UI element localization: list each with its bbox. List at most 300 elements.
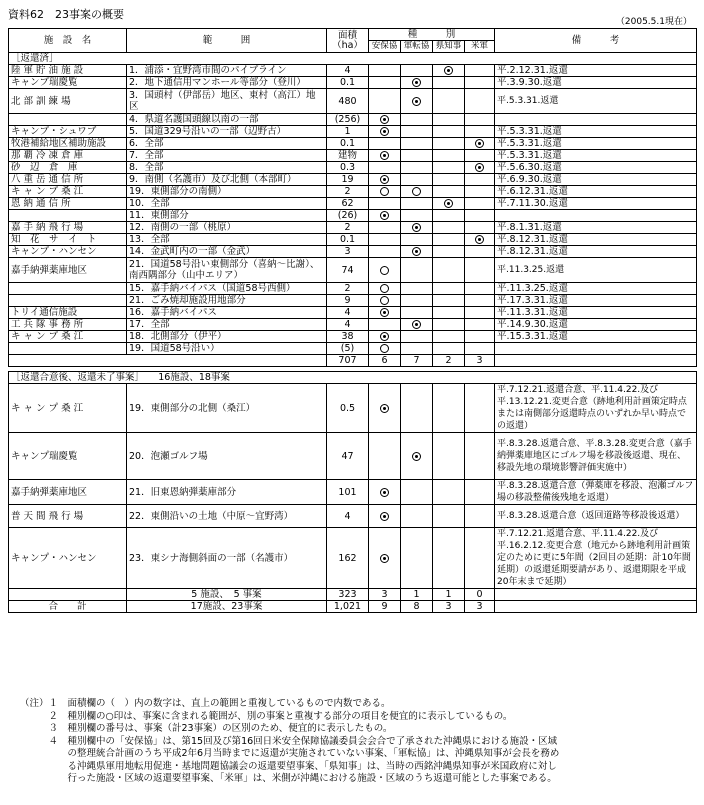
category-cell-4 [465, 174, 495, 186]
category-cell-1 [369, 89, 401, 114]
table-row [9, 89, 697, 114]
filled-circle-mark [380, 404, 389, 413]
facility-name: キャンプ瑞慶覧 [9, 433, 127, 480]
range-text: 19．国道58号沿い） [127, 343, 327, 355]
pending-total-remarks [495, 589, 697, 601]
area-value: 38 [327, 331, 369, 343]
open-circle-mark [380, 344, 389, 353]
range-text: 21．ごみ焼却施設用地部分 [127, 295, 327, 307]
category-cell-3 [433, 65, 465, 77]
note-line: ２ 種別欄の○印は、事案に含まれる範囲が、別の事案と重複する部分の項目を便宜的に表示しているもの。 [20, 710, 513, 722]
area-value: 9 [327, 295, 369, 307]
grand-total-c4: 3 [465, 601, 495, 613]
category-cell-3 [433, 384, 465, 433]
category-cell-3 [433, 77, 465, 89]
range-text: 4．県道名護国頭線以南の一部 [127, 114, 327, 126]
category-cell-2 [401, 77, 433, 89]
category-cell-2 [401, 234, 433, 246]
filled-circle-mark [380, 127, 389, 136]
open-circle-mark [380, 296, 389, 305]
category-cell-3 [433, 174, 465, 186]
range-text: 17．全部 [127, 319, 327, 331]
range-text: 6．全部 [127, 138, 327, 150]
filled-circle-mark [412, 223, 421, 232]
area-value: 2 [327, 283, 369, 295]
category-cell-1 [369, 331, 401, 343]
remarks-text: 平.5.6.30.返還 [495, 162, 697, 174]
range-text: 23．東シナ海側斜面の一部（名護市） [127, 528, 327, 589]
category-cell-2 [401, 186, 433, 198]
remarks-text: 平.7.12.21.返還合意、平.11.4.22.及び平.16.2.12.変更合意（地元から跡地利用計画策定のために更に5年間（2回目の延期：計10年間延期）の返還延期要請があり、返還期限を平成20年末まで延期） [495, 528, 697, 589]
category-cell-2 [401, 319, 433, 331]
remarks-text: 平.15.3.31.返還 [495, 331, 697, 343]
remarks-text [495, 343, 697, 355]
category-cell-1 [369, 528, 401, 589]
table-row [9, 343, 697, 355]
category-cell-4 [465, 319, 495, 331]
filled-circle-mark [412, 452, 421, 461]
area-value: 19 [327, 174, 369, 186]
remarks-text: 平.5.3.31.返還 [495, 89, 697, 114]
facility-name: 那 覇 冷 凍 倉 庫 [9, 150, 127, 162]
range-text: 21．旧東恩納弾薬庫部分 [127, 480, 327, 505]
remarks-text: 平.7.12.21.返還合意、平.11.4.22.及び平.13.12.21.変更合意（跡地利用計画策定時点または南側部分返還時点のいずれか早い時点での返還） [495, 384, 697, 433]
range-text: 20．泡瀬ゴルフ場 [127, 433, 327, 480]
range-text: 14．金武町内の一部（金武） [127, 246, 327, 258]
facility-name [9, 283, 127, 295]
category-cell-3 [433, 198, 465, 210]
category-cell-4 [465, 384, 495, 433]
filled-circle-mark [380, 332, 389, 341]
category-cell-2 [401, 528, 433, 589]
grand-total-c1: 9 [369, 601, 401, 613]
category-cell-3 [433, 528, 465, 589]
table-row [9, 246, 697, 258]
area-value: 74 [327, 258, 369, 283]
remarks-text: 平.8.3.28.返還合意、平.8.3.28.変更合意（嘉手納弾薬庫地区にゴルフ場を移設後返還、現在、移設先地の環境影響評価実施中） [495, 433, 697, 480]
category-cell-1 [369, 186, 401, 198]
category-cell-1 [369, 138, 401, 150]
filled-circle-mark [412, 247, 421, 256]
category-cell-2 [401, 65, 433, 77]
category-cell-3 [433, 138, 465, 150]
remarks-text: 平.2.12.31.返還 [495, 65, 697, 77]
category-cell-4 [465, 295, 495, 307]
filled-circle-mark [380, 308, 389, 317]
filled-circle-mark [475, 163, 484, 172]
facility-name: 嘉手納弾薬庫地区 [9, 258, 127, 283]
category-cell-2 [401, 295, 433, 307]
remarks-text: 平.5.3.31.返還 [495, 126, 697, 138]
facility-name: トリイ通信施設 [9, 307, 127, 319]
facility-name: 砂 辺 倉 庫 [9, 162, 127, 174]
remarks-text: 平.6.12.31.返還 [495, 186, 697, 198]
facility-name: 陸 軍 貯 油 施 設 [9, 65, 127, 77]
category-cell-4 [465, 210, 495, 222]
category-cell-4 [465, 258, 495, 283]
category-cell-3 [433, 246, 465, 258]
category-cell-2 [401, 246, 433, 258]
open-circle-mark [412, 187, 421, 196]
area-value: 2 [327, 222, 369, 234]
filled-circle-mark [475, 235, 484, 244]
table-row [9, 210, 697, 222]
category-cell-1 [369, 222, 401, 234]
remarks-text: 平.11.3.25.返還 [495, 283, 697, 295]
remarks-text: 平.17.3.31.返還 [495, 295, 697, 307]
filled-circle-mark [412, 320, 421, 329]
category-cell-1 [369, 246, 401, 258]
category-cell-4 [465, 331, 495, 343]
category-cell-4 [465, 307, 495, 319]
facility-name: キ ャ ン プ 桑 江 [9, 186, 127, 198]
area-value: 建物 [327, 150, 369, 162]
remarks-text: 平.8.1.31.返還 [495, 222, 697, 234]
area-value: 0.1 [327, 77, 369, 89]
category-cell-1 [369, 234, 401, 246]
section-returned: ［返還済］ [9, 53, 697, 65]
area-value: (256) [327, 114, 369, 126]
grand-total-area: 1,021 [327, 601, 369, 613]
facility-name [9, 210, 127, 222]
category-cell-4 [465, 528, 495, 589]
category-cell-3 [433, 234, 465, 246]
note-line: 行った施設・区域の返還要望事案、「米軍」は、米側が沖縄における施設・区域のうち返還可能とした事案である。 [20, 773, 557, 784]
col-c4: 米軍 [465, 41, 495, 53]
table-row [9, 283, 697, 295]
category-cell-2 [401, 331, 433, 343]
area-value: 0.3 [327, 162, 369, 174]
footnotes [20, 698, 690, 786]
cases-table [8, 28, 697, 613]
remarks-text: 平.8.12.31.返還 [495, 246, 697, 258]
category-cell-3 [433, 343, 465, 355]
range-text: 9．南側（名護市）及び北側（本部町） [127, 174, 327, 186]
table-row [9, 258, 697, 283]
category-cell-1 [369, 505, 401, 528]
table-row [9, 126, 697, 138]
col-category: 種 別 [369, 29, 495, 41]
range-text: 3．国頭村（伊部岳）地区、東村（高江）地区 [127, 89, 327, 114]
category-cell-4 [465, 162, 495, 174]
range-text: 15．嘉手納バイパス（国道58号西側） [127, 283, 327, 295]
category-cell-4 [465, 77, 495, 89]
category-cell-2 [401, 162, 433, 174]
table-row [9, 186, 697, 198]
grand-total-remarks [495, 601, 697, 613]
open-circle-mark [380, 284, 389, 293]
returned-total-remarks [495, 355, 697, 367]
category-cell-2 [401, 138, 433, 150]
range-text: 13．全部 [127, 234, 327, 246]
col-c3: 県知事 [433, 41, 465, 53]
category-cell-2 [401, 283, 433, 295]
facility-name [9, 343, 127, 355]
category-cell-2 [401, 126, 433, 138]
category-cell-4 [465, 343, 495, 355]
col-area: 面積 （ha） [327, 29, 369, 53]
category-cell-2 [401, 433, 433, 480]
category-cell-3 [433, 480, 465, 505]
category-cell-3 [433, 210, 465, 222]
facility-name: キャンプ・ハンセン [9, 528, 127, 589]
category-cell-1 [369, 77, 401, 89]
table-row [9, 331, 697, 343]
range-text: 19．東側部分の南側） [127, 186, 327, 198]
section-pending: ［返還合意後、返還未了事案］ 16施設、18事案 [9, 372, 697, 384]
filled-circle-mark [380, 488, 389, 497]
category-cell-4 [465, 126, 495, 138]
facility-name: キャンプ・シュワブ [9, 126, 127, 138]
category-cell-1 [369, 480, 401, 505]
category-cell-4 [465, 89, 495, 114]
category-cell-4 [465, 246, 495, 258]
pending-total-c3: 1 [433, 589, 465, 601]
remarks-text: 平.7.11.30.返還 [495, 198, 697, 210]
category-cell-2 [401, 222, 433, 234]
range-text: 11．東側部分 [127, 210, 327, 222]
category-cell-4 [465, 65, 495, 77]
filled-circle-mark [380, 554, 389, 563]
category-cell-1 [369, 210, 401, 222]
category-cell-3 [433, 186, 465, 198]
remarks-text: 平.11.3.31.返還 [495, 307, 697, 319]
category-cell-4 [465, 433, 495, 480]
table-row [9, 384, 697, 433]
as-of-date: （2005.5.1現在） [615, 17, 692, 27]
category-cell-4 [465, 186, 495, 198]
remarks-text: 平.3.9.30.返還 [495, 77, 697, 89]
range-text: 22．東側沿いの土地（中原～宜野湾） [127, 505, 327, 528]
category-cell-2 [401, 343, 433, 355]
filled-circle-mark [444, 66, 453, 75]
category-cell-1 [369, 384, 401, 433]
category-cell-2 [401, 198, 433, 210]
category-cell-4 [465, 234, 495, 246]
grand-total-c2: 8 [401, 601, 433, 613]
filled-circle-mark [412, 78, 421, 87]
table-row [9, 162, 697, 174]
area-value: 4 [327, 319, 369, 331]
category-cell-4 [465, 138, 495, 150]
area-value: 0.1 [327, 234, 369, 246]
filled-circle-mark [380, 115, 389, 124]
returned-total-c4: 3 [465, 355, 495, 367]
facility-name: 北 部 訓 練 場 [9, 89, 127, 114]
grand-total-row [9, 601, 697, 613]
remarks-text: 平.6.9.30.返還 [495, 174, 697, 186]
range-text: 10．全部 [127, 198, 327, 210]
table-row [9, 198, 697, 210]
open-circle-mark [380, 187, 389, 196]
category-cell-1 [369, 65, 401, 77]
grand-total-c3: 3 [433, 601, 465, 613]
facility-name: 牧港補給地区補助施設 [9, 138, 127, 150]
category-cell-2 [401, 505, 433, 528]
facility-name: 嘉手納弾薬庫地区 [9, 480, 127, 505]
table-row [9, 114, 697, 126]
range-text: 7．全部 [127, 150, 327, 162]
facility-name: 知 花 サ イ ト [9, 234, 127, 246]
grand-total-count: 17施設、23事案 [127, 601, 327, 613]
category-cell-4 [465, 480, 495, 505]
pending-total-row [9, 589, 697, 601]
category-cell-2 [401, 480, 433, 505]
category-cell-4 [465, 222, 495, 234]
area-value: 101 [327, 480, 369, 505]
category-cell-3 [433, 319, 465, 331]
category-cell-4 [465, 198, 495, 210]
facility-name: 普 天 間 飛 行 場 [9, 505, 127, 528]
pending-total-empty [9, 589, 127, 601]
note-line: （注）１ 面積欄の（ ）内の数字は、直上の範囲と重複しているもので内数である。 [20, 698, 391, 709]
col-remarks: 備 考 [495, 29, 697, 53]
category-cell-1 [369, 150, 401, 162]
table-row [9, 150, 697, 162]
category-cell-3 [433, 150, 465, 162]
filled-circle-mark [475, 139, 484, 148]
area-value: 2 [327, 186, 369, 198]
pending-total-label: 5 施設、 5 事案 [127, 589, 327, 601]
remarks-text: 平.8.3.28.返還合意（弾薬庫を移設、泡瀬ゴルフ場の移設整備後残地を返還） [495, 480, 697, 505]
returned-total-area: 707 [327, 355, 369, 367]
remarks-text: 平.5.3.31.返還 [495, 138, 697, 150]
category-cell-4 [465, 150, 495, 162]
category-cell-4 [465, 505, 495, 528]
category-cell-1 [369, 319, 401, 331]
category-cell-3 [433, 433, 465, 480]
table-row [9, 222, 697, 234]
facility-name: 恩 納 通 信 所 [9, 198, 127, 210]
table-row [9, 77, 697, 89]
table-row [9, 234, 697, 246]
area-value: (5) [327, 343, 369, 355]
grand-total-label: 合 計 [9, 601, 127, 613]
category-cell-3 [433, 89, 465, 114]
facility-name: キャンプ・ハンセン [9, 246, 127, 258]
area-value: (26) [327, 210, 369, 222]
remarks-text: 平.8.3.28.返還合意（返回道路等移設後返還） [495, 505, 697, 528]
facility-name [9, 114, 127, 126]
category-cell-1 [369, 258, 401, 283]
note-line: る沖縄県軍用地転用促進・基地問題協議会の返還要望事案、「県知事」は、当時の西銘沖縄県知事が米国政府に対し [20, 760, 557, 772]
category-cell-2 [401, 89, 433, 114]
col-c2: 軍転協 [401, 41, 433, 53]
col-c1: 安保協 [369, 41, 401, 53]
note-line: の整理統合計画のうち平成2年6月当時までに返還が実施されていない事案、「軍転協」は、沖縄県知事が会長を務め [20, 748, 560, 759]
range-text: 12．南側の一部（桃原） [127, 222, 327, 234]
area-value: 3 [327, 246, 369, 258]
remarks-text: 平.14.9.30.返還 [495, 319, 697, 331]
facility-name: 工 兵 隊 事 務 所 [9, 319, 127, 331]
filled-circle-mark [380, 512, 389, 521]
category-cell-3 [433, 505, 465, 528]
category-cell-1 [369, 162, 401, 174]
category-cell-3 [433, 258, 465, 283]
area-value: 4 [327, 307, 369, 319]
area-value: 162 [327, 528, 369, 589]
remarks-text: 平.8.12.31.返還 [495, 234, 697, 246]
range-text: 1．浦添・宜野湾市間のパイプライン [127, 65, 327, 77]
category-cell-2 [401, 210, 433, 222]
category-cell-3 [433, 222, 465, 234]
category-cell-2 [401, 384, 433, 433]
category-cell-1 [369, 283, 401, 295]
category-cell-2 [401, 114, 433, 126]
remarks-text [495, 210, 697, 222]
filled-circle-mark [380, 151, 389, 160]
returned-total-c2: 7 [401, 355, 433, 367]
facility-name: キ ャ ン プ 桑 江 [9, 384, 127, 433]
category-cell-3 [433, 162, 465, 174]
filled-circle-mark [380, 175, 389, 184]
area-value: 0.1 [327, 138, 369, 150]
remarks-text: 平.11.3.25.返還 [495, 258, 697, 283]
table-row [9, 505, 697, 528]
category-cell-1 [369, 307, 401, 319]
facility-name [9, 295, 127, 307]
category-cell-1 [369, 126, 401, 138]
table-row [9, 480, 697, 505]
area-value: 480 [327, 89, 369, 114]
category-cell-4 [465, 283, 495, 295]
range-text: 5．国道329号沿いの一部（辺野古） [127, 126, 327, 138]
category-cell-2 [401, 174, 433, 186]
remarks-text [495, 114, 697, 126]
category-cell-3 [433, 307, 465, 319]
table-row [9, 319, 697, 331]
facility-name: キャンプ瑞慶覧 [9, 77, 127, 89]
filled-circle-mark [412, 97, 421, 106]
facility-name: 八 重 岳 通 信 所 [9, 174, 127, 186]
table-row [9, 307, 697, 319]
col-facility: 施 設 名 [9, 29, 127, 53]
filled-circle-mark [380, 211, 389, 220]
category-cell-4 [465, 114, 495, 126]
category-cell-2 [401, 258, 433, 283]
category-cell-3 [433, 126, 465, 138]
category-cell-1 [369, 198, 401, 210]
facility-name: 嘉 手 納 飛 行 場 [9, 222, 127, 234]
area-value: 1 [327, 126, 369, 138]
area-value: 62 [327, 198, 369, 210]
col-range: 範 囲 [127, 29, 327, 53]
range-text: 19．東側部分の北側（桑江） [127, 384, 327, 433]
area-value: 4 [327, 65, 369, 77]
table-row [9, 138, 697, 150]
category-cell-2 [401, 307, 433, 319]
table-row [9, 65, 697, 77]
category-cell-1 [369, 295, 401, 307]
remarks-text: 平.5.3.31.返還 [495, 150, 697, 162]
pending-total-c4: 0 [465, 589, 495, 601]
returned-total-c3: 2 [433, 355, 465, 367]
range-text: 16．嘉手納バイパス [127, 307, 327, 319]
range-text: 2．地下通信用マンホール等部分（登川） [127, 77, 327, 89]
category-cell-3 [433, 283, 465, 295]
category-cell-3 [433, 114, 465, 126]
range-text: 21．国道58号沿い東側部分（喜納～比謝）、南西隅部分（山中エリア） [127, 258, 327, 283]
returned-total-label [9, 355, 327, 367]
filled-circle-mark [444, 199, 453, 208]
table-row [9, 528, 697, 589]
area-value: 47 [327, 433, 369, 480]
open-circle-mark [380, 266, 389, 275]
category-cell-2 [401, 150, 433, 162]
table-row [9, 295, 697, 307]
table-row [9, 174, 697, 186]
page-title: 資料62 23事案の概要 [8, 8, 124, 21]
